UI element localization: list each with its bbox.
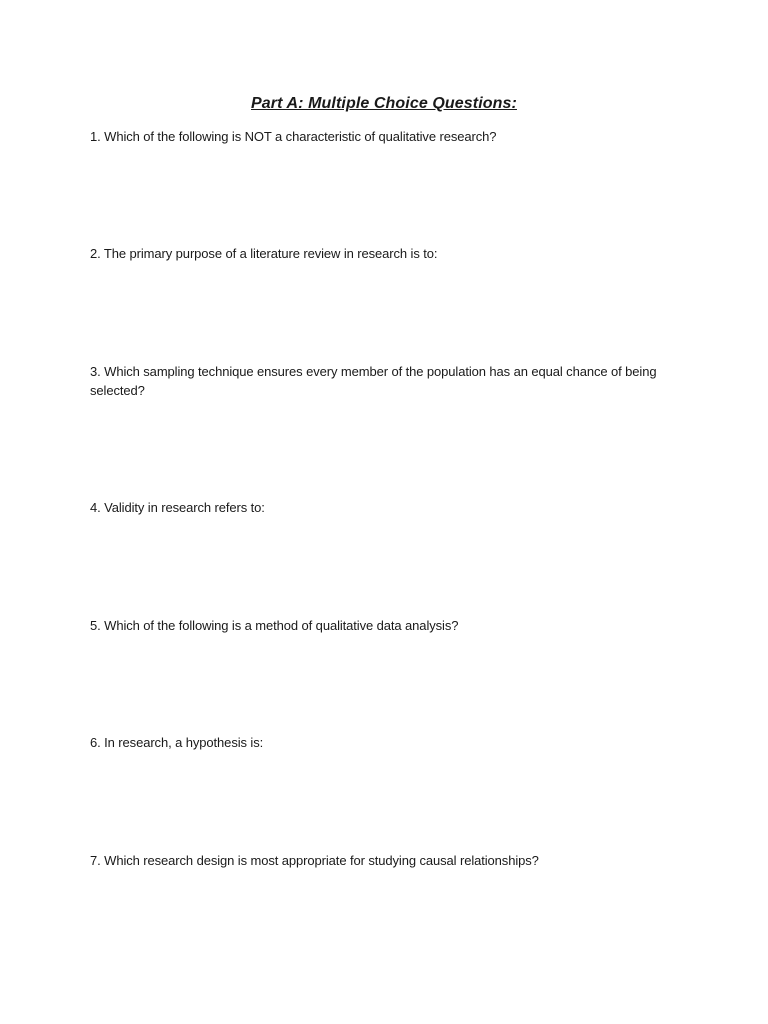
question-1: 1. Which of the following is NOT a characteristic of qualitative research? [90, 129, 497, 144]
question-5: 5. Which of the following is a method of qualitative data analysis? [90, 618, 459, 633]
question-3: 3. Which sampling technique ensures every member of the population has an equal chance of being selected? [90, 364, 657, 398]
question-4: 4. Validity in research refers to: [90, 500, 265, 515]
section-title: Part A: Multiple Choice Questions: [251, 95, 517, 112]
question-6: 6. In research, a hypothesis is: [90, 735, 264, 750]
question-7: 7. Which research design is most appropriate for studying causal relationships? [90, 853, 539, 868]
question-2: 2. The primary purpose of a literature review in research is to: [90, 246, 438, 261]
